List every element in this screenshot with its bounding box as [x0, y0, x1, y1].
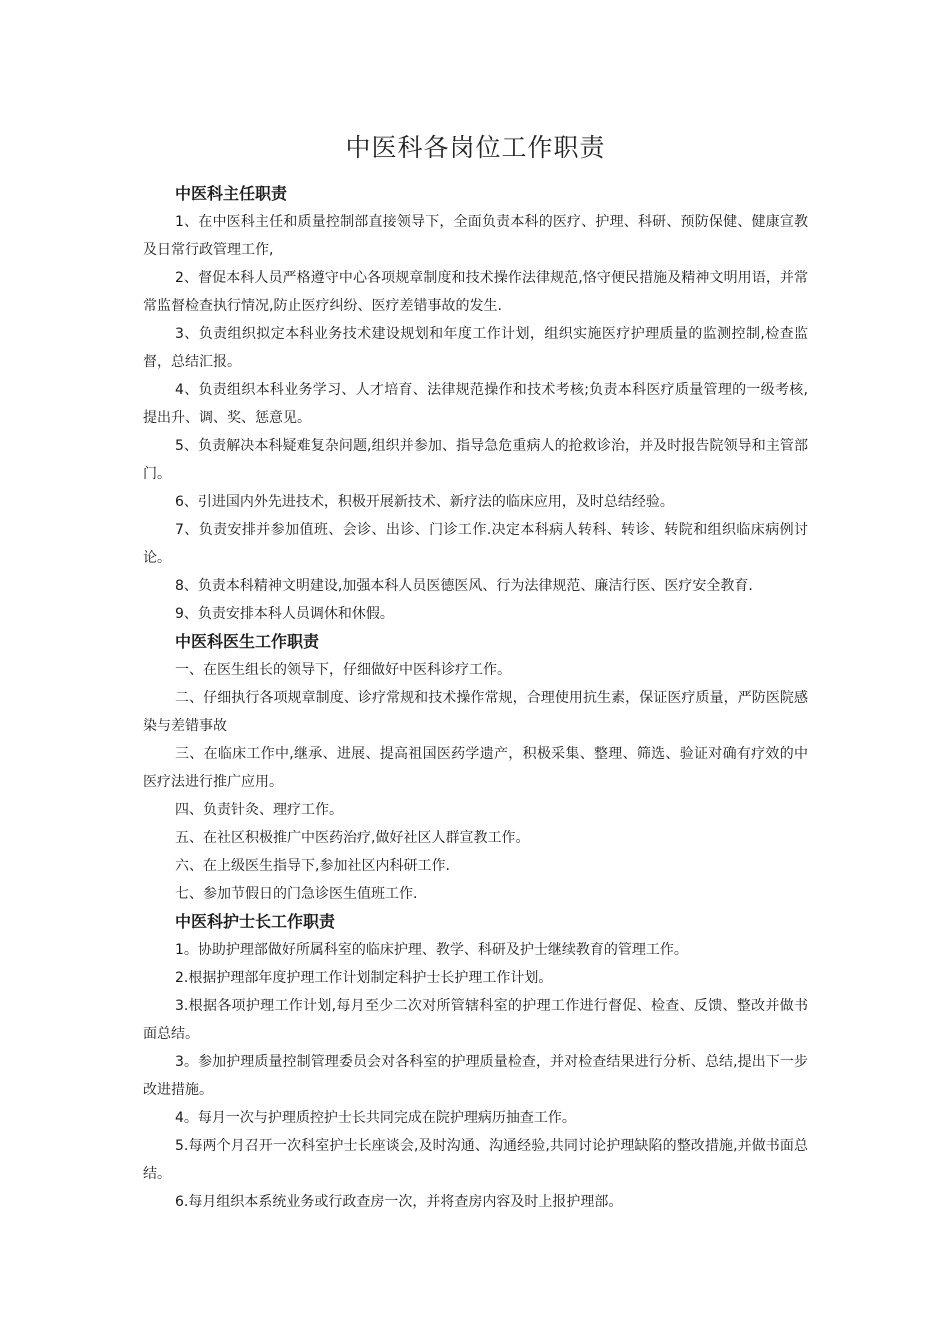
paragraph: 7、负责安排并参加值班、会诊、出诊、门诊工作.决定本科病人转科、转诊、转院和组织临床病例讨论。 — [143, 522, 808, 566]
paragraph: 4。每月一次与护理质控护士长共同完成在院护理病历抽查工作。 — [175, 1110, 576, 1126]
section-heading: 中医科医生工作职责 — [175, 632, 320, 651]
paragraph: 3、负责组织拟定本科业务技术建设规划和年度工作计划，组织实施医疗护理质量的监测控制,检查监督，总结汇报。 — [143, 326, 808, 370]
section-director-duties — [143, 180, 808, 628]
paragraph: 三、在临床工作中,继承、进展、提高祖国医药学遗产，积极采集、整理、筛选、验证对确有疗效的中医疗法进行推广应用。 — [143, 746, 808, 790]
section-heading: 中医科护士长工作职责 — [175, 912, 336, 931]
paragraph: 5.每两个月召开一次科室护士长座谈会,及时沟通、沟通经验,共同讨论护理缺陷的整改措施,并做书面总结。 — [143, 1138, 808, 1182]
paragraph: 2、督促本科人员严格遵守中心各项规章制度和技术操作法律规范,恪守便民措施及精神文明用语，并常常监督检查执行情况,防止医疗纠纷、医疗差错事故的发生. — [143, 270, 808, 314]
section-doctor-duties — [143, 628, 808, 908]
paragraph: 七、参加节假日的门急诊医生值班工作. — [175, 886, 418, 902]
paragraph: 二、仔细执行各项规章制度、诊疗常规和技术操作常规，合理使用抗生素，保证医疗质量，严防医院感染与差错事故 — [143, 690, 808, 734]
paragraph: 1、在中医科主任和质量控制部直接领导下，全面负责本科的医疗、护理、科研、预防保健、健康宣教及日常行政管理工作, — [143, 214, 808, 258]
section-heading: 中医科主任职责 — [175, 184, 288, 203]
paragraph: 1。协助护理部做好所属科室的临床护理、教学、科研及护士继续教育的管理工作。 — [175, 942, 688, 958]
paragraph: 9、负责安排本科人员调休和休假。 — [175, 606, 394, 622]
paragraph: 五、在社区积极推广中医药治疗,做好社区人群宣教工作。 — [175, 830, 530, 846]
paragraph: 8、负责本科精神文明建设,加强本科人员医德医风、行为法律规范、廉洁行医、医疗安全教育. — [175, 578, 753, 594]
paragraph: 3.根据各项护理工作计划,每月至少二次对所管辖科室的护理工作进行督促、检查、反馈、整改并做书面总结。 — [143, 998, 808, 1042]
paragraph: 6、引进国内外先进技术，积极开展新技术、新疗法的临床应用，及时总结经验。 — [175, 494, 674, 510]
paragraph: 6.每月组织本系统业务或行政查房一次，并将查房内容及时上报护理部。 — [175, 1194, 623, 1210]
document-title: 中医科各岗位工作职责 — [345, 133, 606, 162]
paragraph: 5、负责解决本科疑难复杂问题,组织并参加、指导急危重病人的抢救诊治，并及时报告院领导和主管部门。 — [143, 438, 808, 482]
paragraph: 一、在医生组长的领导下，仔细做好中医科诊疗工作。 — [175, 662, 511, 678]
section-head-nurse-duties — [143, 908, 808, 1216]
paragraph: 4、负责组织本科业务学习、人才培育、法律规范操作和技术考核;负责本科医疗质量管理的一级考核,提出升、调、奖、惩意见。 — [143, 382, 808, 426]
paragraph: 六、在上级医生指导下,参加社区内科研工作. — [175, 858, 450, 874]
paragraph: 2.根据护理部年度护理工作计划制定科护士长护理工作计划。 — [175, 970, 553, 986]
paragraph: 四、负责针灸、理疗工作。 — [175, 802, 343, 818]
paragraph: 3。参加护理质量控制管理委员会对各科室的护理质量检查，并对检查结果进行分析、总结,提出下一步改进措施。 — [143, 1054, 808, 1098]
